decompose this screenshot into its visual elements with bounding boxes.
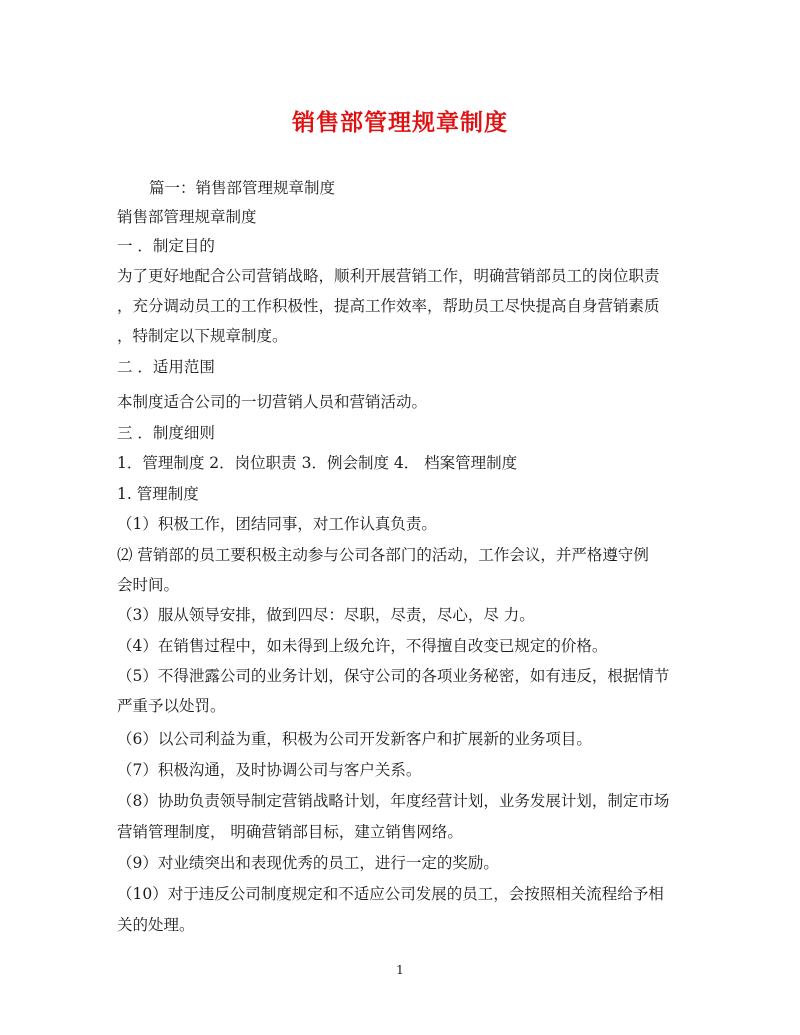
list-item: （9）对业绩突出和表现优秀的员工，进行一定的奖励。 xyxy=(117,854,499,872)
paragraph-line: ，充分调动员工的工作积极性，提高工作效率，帮助员工尽快提高自身营销素质 xyxy=(117,297,660,315)
list-item-continuation: 营销管理制度， 明确营销部目标，建立销售网络。 xyxy=(117,823,463,841)
paragraph-line: 本制度适合公司的一切营销人员和营销活动。 xyxy=(117,393,428,411)
document-title: 销售部管理规章制度 xyxy=(292,109,508,136)
section-heading: 篇一：销售部管理规章制度 xyxy=(149,179,336,197)
paragraph-line: 1．管理制度 2．岗位职责 3．例会制度 4． 档案管理制度 xyxy=(117,454,518,472)
list-item: （3）服从领导安排，做到四尽：尽职，尽责，尽心，尽 力。 xyxy=(117,606,535,624)
subtitle-line: 销售部管理规章制度 xyxy=(117,208,257,226)
section-heading: 一 ．制定目的 xyxy=(117,237,215,255)
list-item: （6）以公司利益为重，积极为公司开发新客户和扩展新的业务项目。 xyxy=(117,730,592,748)
list-item-continuation: 会时间。 xyxy=(117,576,180,594)
section-heading: 二 ．适用范围 xyxy=(117,358,215,376)
list-item: （10）对于违反公司制度规定和不适应公司发展的员工，会按照相关流程给予相 xyxy=(117,885,664,903)
list-item: （5）不得泄露公司的业务计划，保守公司的各项业务秘密，如有违反，根据情节 xyxy=(117,667,670,685)
page-number: 1 xyxy=(396,963,404,977)
list-item: （4）在销售过程中，如未得到上级允许，不得擅自改变已规定的价格。 xyxy=(117,637,608,655)
paragraph-line: 为了更好地配合公司营销战略，顺利开展营销工作，明确营销部员工的岗位职责 xyxy=(117,267,660,285)
subsection-heading: 1. 管理制度 xyxy=(117,485,199,503)
list-item: （7）积极沟通，及时协调公司与客户关系。 xyxy=(117,761,422,779)
list-item-continuation: 严重予以处罚。 xyxy=(117,697,226,715)
paragraph-line: ，特制定以下规章制度。 xyxy=(117,327,288,345)
section-heading: 三 ．制度细则 xyxy=(117,424,215,442)
list-item-continuation: 关的处理。 xyxy=(117,916,195,934)
list-item: （1）积极工作，团结同事，对工作认真负责。 xyxy=(117,515,437,533)
list-item: （8）协助负责领导制定营销战略计划，年度经营计划，业务发展计划，制定市场 xyxy=(117,792,670,810)
list-item: ⑵ 营销部的员工要积极主动参与公司各部门的活动，工作会议，并严格遵守例 xyxy=(117,546,649,564)
